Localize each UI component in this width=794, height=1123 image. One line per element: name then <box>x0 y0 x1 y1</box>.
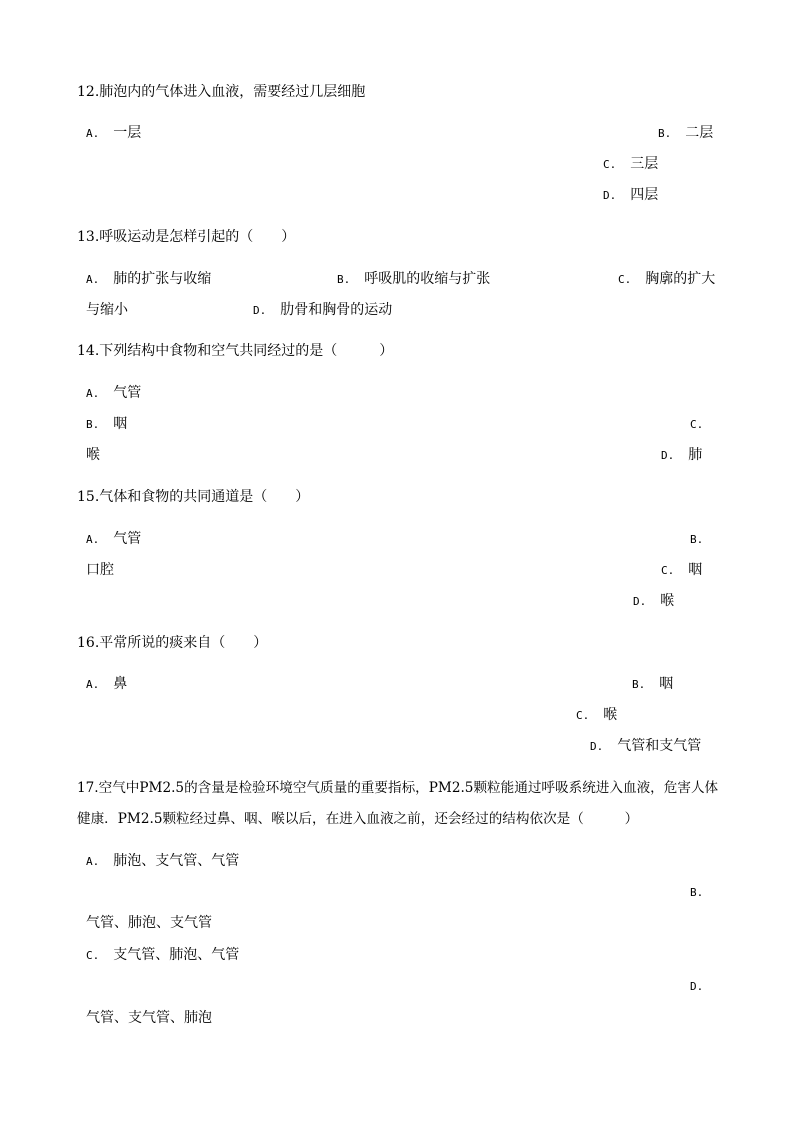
question-17-stem: 17.空气中PM2.5的含量是检验环境空气质量的重要指标，PM2.5颗粒能通过呼吸系统进入血液，危害人体 <box>77 780 719 796</box>
option-letter: A. <box>86 387 100 400</box>
q17-option-c[interactable] <box>86 946 239 964</box>
q17-option-a[interactable] <box>86 852 239 870</box>
option-letter: C. <box>690 418 704 431</box>
question-13-stem: 13.呼吸运动是怎样引起的（ ） <box>77 229 296 245</box>
option-letter: C. <box>603 158 617 171</box>
q17-option-b[interactable] <box>690 883 717 901</box>
q13-option-c[interactable] <box>618 270 715 288</box>
q16-option-a[interactable] <box>86 675 127 693</box>
question-15-stem: 15.气体和食物的共同通道是（ ） <box>77 489 310 505</box>
q14-option-c[interactable] <box>690 415 717 433</box>
option-text: 呼吸肌的收缩与扩张 <box>364 271 491 287</box>
question-14-stem: 14.下列结构中食物和空气共同经过的是（ ） <box>77 343 394 359</box>
option-letter: D. <box>603 189 617 202</box>
option-letter: B. <box>632 678 646 691</box>
option-text: 肺的扩张与收缩 <box>113 271 212 287</box>
option-letter: A. <box>86 855 100 868</box>
q17-option-d[interactable] <box>690 977 717 995</box>
option-letter: D. <box>690 980 704 993</box>
q12-option-b[interactable] <box>658 124 713 142</box>
option-text: 咽 <box>659 676 674 692</box>
q17-option-d-continuation: 气管、支气管、肺泡 <box>86 1010 212 1026</box>
q14-option-c-continuation: 喉 <box>86 447 100 463</box>
option-text: 支气管、肺泡、气管 <box>113 947 240 963</box>
option-text: 咽 <box>113 416 128 432</box>
q14-option-b[interactable] <box>86 415 127 433</box>
q15-option-c[interactable] <box>661 561 702 579</box>
option-text: 鼻 <box>113 676 128 692</box>
option-text: 一层 <box>113 125 142 141</box>
q12-option-c[interactable] <box>603 155 658 173</box>
option-text: 三层 <box>630 156 659 172</box>
option-text: 气管 <box>113 385 142 401</box>
option-letter: C. <box>576 709 590 722</box>
option-text: 喉 <box>603 707 618 723</box>
q13-option-d[interactable] <box>253 301 392 319</box>
q15-option-a[interactable] <box>86 530 141 548</box>
q17-option-b-continuation: 气管、肺泡、支气管 <box>86 915 212 931</box>
question-17-stem-line2: 健康．PM2.5颗粒经过鼻、咽、喉以后，在进入血液之前，还会经过的结构依次是（ ） <box>77 811 639 827</box>
option-letter: A. <box>86 273 100 286</box>
option-text: 胸廓的扩大 <box>645 271 716 287</box>
option-letter: D. <box>253 304 267 317</box>
option-text: 肋骨和胸骨的运动 <box>280 302 393 318</box>
option-text: 气管 <box>113 531 142 547</box>
q16-option-d[interactable] <box>590 737 701 755</box>
q16-option-c[interactable] <box>576 706 617 724</box>
option-letter: C. <box>661 564 675 577</box>
q14-option-d[interactable] <box>661 446 702 464</box>
q12-option-a[interactable] <box>86 124 141 142</box>
option-letter: D. <box>633 595 647 608</box>
q13-option-a[interactable] <box>86 270 211 288</box>
option-text: 肺 <box>688 447 703 463</box>
option-letter: D. <box>661 449 675 462</box>
option-letter: B. <box>658 127 672 140</box>
option-letter: B. <box>337 273 351 286</box>
option-text: 气管和支气管 <box>617 738 702 754</box>
q13-option-b[interactable] <box>337 270 490 288</box>
option-text: 四层 <box>630 187 659 203</box>
question-12-stem: 12.肺泡内的气体进入血液，需要经过几层细胞 <box>77 84 366 100</box>
option-text: 二层 <box>685 125 714 141</box>
q13-option-c-continuation: 与缩小 <box>86 302 128 318</box>
option-text: 咽 <box>688 562 703 578</box>
option-letter: A. <box>86 533 100 546</box>
option-letter: B. <box>86 418 100 431</box>
q14-option-a[interactable] <box>86 384 141 402</box>
q15-option-b[interactable] <box>690 530 717 548</box>
option-letter: A. <box>86 127 100 140</box>
option-text: 肺泡、支气管、气管 <box>113 853 240 869</box>
q15-option-b-continuation: 口腔 <box>86 562 114 578</box>
option-letter: C. <box>86 949 100 962</box>
option-letter: B. <box>690 533 704 546</box>
q12-option-d[interactable] <box>603 186 658 204</box>
option-letter: D. <box>590 740 604 753</box>
option-text: 喉 <box>660 593 675 609</box>
q15-option-d[interactable] <box>633 592 674 610</box>
option-letter: C. <box>618 273 632 286</box>
option-letter: B. <box>690 886 704 899</box>
question-16-stem: 16.平常所说的痰来自（ ） <box>77 635 268 651</box>
q16-option-b[interactable] <box>632 675 673 693</box>
option-letter: A. <box>86 678 100 691</box>
